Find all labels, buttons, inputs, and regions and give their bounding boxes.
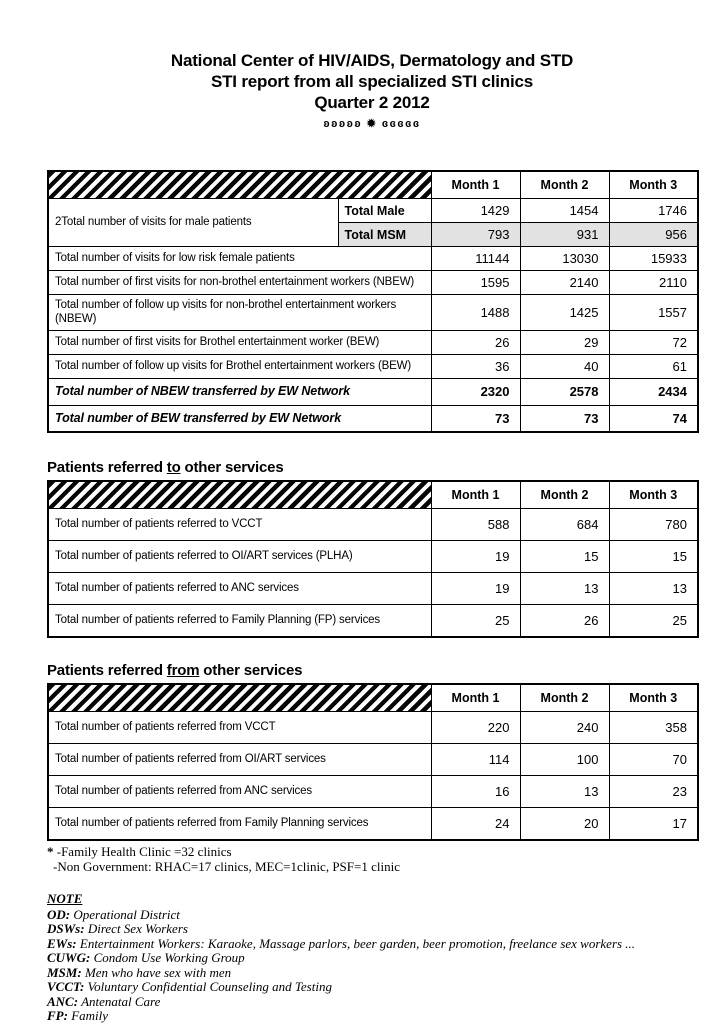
hatch-header-cell (48, 481, 431, 509)
note-item (47, 922, 697, 937)
value-cell: 24 (431, 808, 520, 841)
value-cell: 25 (431, 605, 520, 638)
heading-text: Patients referred (47, 459, 167, 476)
value-cell: 780 (609, 509, 698, 541)
note-abbreviation: ANC: (47, 993, 79, 1009)
visits-table-body (48, 199, 698, 433)
value-cell: 19 (431, 573, 520, 605)
row-label: Total number of patients referred to ANC services (48, 573, 431, 605)
month-header: Month 2 (520, 684, 609, 712)
note-item (47, 995, 697, 1010)
note-abbreviation: MSM: (47, 964, 82, 980)
value-cell: 956 (609, 223, 698, 247)
value-cell: 220 (431, 712, 520, 744)
value-cell: 25 (609, 605, 698, 638)
section-heading-referred-to (47, 459, 697, 477)
value-cell: 19 (431, 541, 520, 573)
group-row-label: 2Total number of visits for male patients (48, 199, 338, 247)
heading-text: other services (199, 662, 303, 679)
month-header: Month 1 (431, 481, 520, 509)
ornament-divider: ʚʚʚʚʚ ✹ ɞɞɞɞɞ (323, 118, 421, 130)
note-definition: Family (67, 1008, 109, 1023)
table-row (48, 541, 698, 573)
value-cell: 1425 (520, 295, 609, 331)
value-cell: 100 (520, 744, 609, 776)
months-header-row (48, 481, 698, 509)
value-cell: 2320 (431, 379, 520, 406)
note-abbreviation: OD: (47, 906, 71, 922)
value-cell: 2578 (520, 379, 609, 406)
footnote-line-2: -Non Government: RHAC=17 clinics, MEC=1clinic, PSF=1 clinic (53, 859, 400, 874)
table-row (48, 295, 698, 331)
table-row (48, 379, 698, 406)
note-item (47, 908, 697, 923)
value-cell: 13030 (520, 247, 609, 271)
value-cell: 2140 (520, 271, 609, 295)
table-row (48, 247, 698, 271)
table-row (48, 331, 698, 355)
row-label: Total number of first visits for non-brothel entertainment workers (NBEW) (48, 271, 431, 295)
row-label: Total number of patients referred from Family Planning services (48, 808, 431, 841)
referred-to-table (47, 480, 699, 638)
value-cell: 13 (520, 776, 609, 808)
row-label: Total number of follow up visits for non-brothel entertainment workers (NBEW) (48, 295, 431, 331)
note-definition: Condom Use Working Group (90, 950, 245, 965)
value-cell: 61 (609, 355, 698, 379)
month-header: Month 1 (431, 171, 520, 199)
month-header: Month 1 (431, 684, 520, 712)
section-heading-referred-from (47, 662, 697, 680)
month-header: Month 3 (609, 684, 698, 712)
heading-text: Patients referred (47, 662, 167, 679)
referred-from-table (47, 683, 699, 841)
hatch-header-cell (48, 684, 431, 712)
table-row (48, 509, 698, 541)
value-cell: 40 (520, 355, 609, 379)
value-cell: 73 (431, 405, 520, 432)
value-cell: 114 (431, 744, 520, 776)
month-header: Month 3 (609, 171, 698, 199)
months-header-row (48, 684, 698, 712)
note-abbreviation: EWs: (47, 935, 77, 951)
value-cell: 73 (520, 405, 609, 432)
note-definition: Direct Sex Workers (84, 921, 188, 936)
clinic-footnote (47, 844, 697, 874)
title-line-2: STI report from all specialized STI clinics (210, 72, 534, 91)
footnote-text: -Family Health Clinic =32 clinics (56, 844, 232, 859)
notes-block (47, 892, 697, 1024)
value-cell: 240 (520, 712, 609, 744)
table-row (48, 605, 698, 638)
value-cell: 23 (609, 776, 698, 808)
value-cell: 1746 (609, 199, 698, 223)
value-cell: 1488 (431, 295, 520, 331)
row-label: Total number of BEW transferred by EW Network (48, 405, 431, 432)
note-definition: Voluntary Confidential Counseling and Testing (84, 979, 332, 994)
note-abbreviation: CUWG: (47, 950, 91, 965)
value-cell: 588 (431, 509, 520, 541)
table-row (48, 405, 698, 432)
value-cell: 74 (609, 405, 698, 432)
note-abbreviation: FP: (47, 1008, 68, 1023)
table-row (48, 712, 698, 744)
value-cell: 15 (520, 541, 609, 573)
row-label: Total number of first visits for Brothel entertainment worker (BEW) (48, 331, 431, 355)
value-cell: 29 (520, 331, 609, 355)
value-cell: 15933 (609, 247, 698, 271)
value-cell: 2434 (609, 379, 698, 406)
value-cell: 2110 (609, 271, 698, 295)
value-cell: 13 (609, 573, 698, 605)
month-header: Month 3 (609, 481, 698, 509)
months-header-row (48, 171, 698, 199)
value-cell: 931 (520, 223, 609, 247)
value-cell: 20 (520, 808, 609, 841)
row-label: Total number of NBEW transferred by EW Network (48, 379, 431, 406)
value-cell: 1595 (431, 271, 520, 295)
row-label: Total number of patients referred from OI/ART services (48, 744, 431, 776)
value-cell: 11144 (431, 247, 520, 271)
note-item (47, 966, 697, 981)
note-item (47, 1009, 697, 1024)
value-cell: 13 (520, 573, 609, 605)
note-item (47, 937, 697, 952)
hatch-header-cell (48, 171, 431, 199)
heading-text: other services (180, 459, 284, 476)
note-definition: Antenatal Care (78, 993, 161, 1009)
value-cell: 358 (609, 712, 698, 744)
value-cell: 1557 (609, 295, 698, 331)
value-cell: 26 (520, 605, 609, 638)
value-cell: 793 (431, 223, 520, 247)
row-label: Total number of visits for low risk female patients (48, 247, 431, 271)
value-cell: 26 (431, 331, 520, 355)
value-cell: 684 (520, 509, 609, 541)
asterisk-marker: * (47, 844, 54, 859)
table-row (48, 744, 698, 776)
note-definition: Entertainment Workers: Karaoke, Massage parlors, beer garden, beer promotion, freelance sex workers ... (76, 935, 636, 951)
value-cell: 70 (609, 744, 698, 776)
value-cell: 1429 (431, 199, 520, 223)
notes-heading: NOTE (47, 891, 83, 906)
note-abbreviation: DSWs: (47, 921, 85, 936)
heading-underlined-word: to (166, 459, 181, 476)
value-cell: 72 (609, 331, 698, 355)
note-definition: Operational District (70, 906, 180, 922)
sub-row-label: Total Male (338, 199, 431, 223)
table-row (48, 271, 698, 295)
referred-from-table-body (48, 712, 698, 841)
report-title (47, 50, 697, 131)
note-definition: Men who have sex with men (81, 964, 232, 980)
note-item (47, 980, 697, 995)
value-cell: 1454 (520, 199, 609, 223)
value-cell: 17 (609, 808, 698, 841)
row-label: Total number of patients referred to VCCT (48, 509, 431, 541)
footnote-line-1 (47, 844, 697, 859)
row-label: Total number of follow up visits for Brothel entertainment workers (BEW) (48, 355, 431, 379)
note-item (47, 951, 697, 966)
title-line-1: National Center of HIV/AIDS, Dermatology and STD (170, 51, 574, 70)
row-label: Total number of patients referred to Family Planning (FP) services (48, 605, 431, 638)
month-header: Month 2 (520, 171, 609, 199)
note-abbreviation: VCCT: (47, 979, 85, 994)
month-header: Month 2 (520, 481, 609, 509)
sub-row-label: Total MSM (338, 223, 431, 247)
table-row (48, 808, 698, 841)
table-row (48, 199, 698, 223)
value-cell: 16 (431, 776, 520, 808)
value-cell: 36 (431, 355, 520, 379)
row-label: Total number of patients referred from VCCT (48, 712, 431, 744)
notes-list (47, 908, 697, 1024)
title-line-3: Quarter 2 2012 (314, 93, 430, 112)
value-cell: 15 (609, 541, 698, 573)
table-row (48, 355, 698, 379)
visits-table (47, 170, 699, 433)
row-label: Total number of patients referred from ANC services (48, 776, 431, 808)
heading-underlined-word: from (166, 662, 200, 679)
table-row (48, 573, 698, 605)
row-label: Total number of patients referred to OI/ART services (PLHA) (48, 541, 431, 573)
referred-to-table-body (48, 509, 698, 638)
table-row (48, 776, 698, 808)
